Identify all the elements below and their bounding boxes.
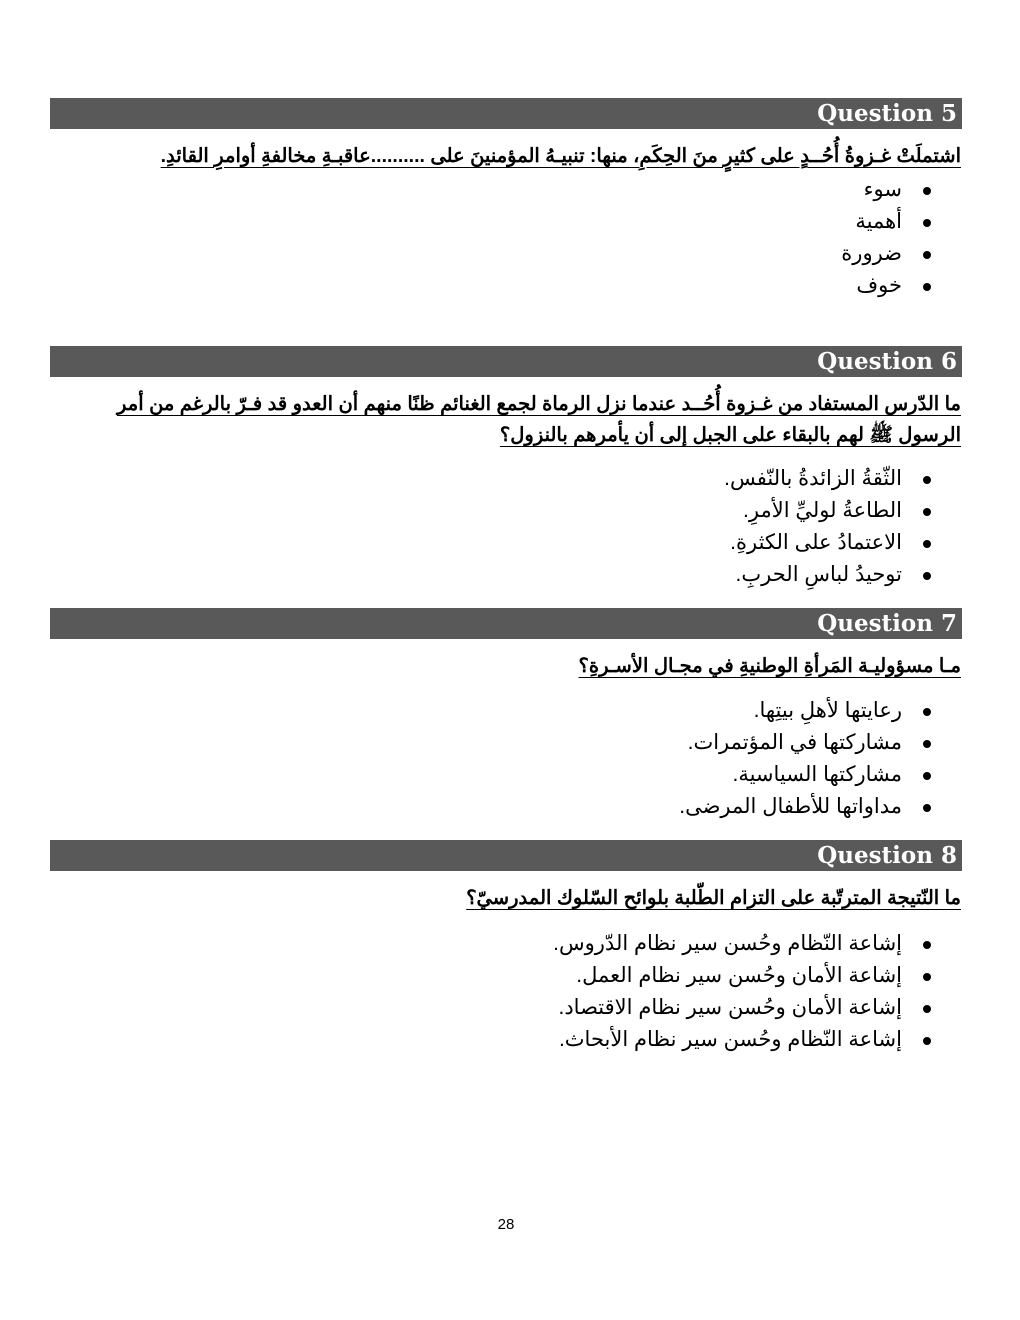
option-item[interactable]: [50, 270, 962, 302]
option-item[interactable]: [50, 759, 962, 791]
question-header: Question 6: [50, 346, 962, 377]
option-label: أهمية: [855, 210, 902, 233]
option-item[interactable]: [50, 174, 962, 206]
option-item[interactable]: [50, 238, 962, 270]
bullet-icon: [923, 283, 931, 291]
options-list: [50, 695, 962, 823]
option-label: إشاعة النّظام وحُسن سير نظام الأبحاث.: [558, 1028, 902, 1051]
bullet-icon: [923, 572, 931, 580]
option-label: الطاعةُ لوليِّ الأمرِ.: [743, 499, 902, 522]
option-label: إشاعة الأمان وحُسن سير نظام الاقتصاد.: [558, 996, 902, 1019]
option-item[interactable]: [50, 727, 962, 759]
option-label: مداواتها للأطفال المرضى.: [679, 795, 902, 818]
question-text: مـا مسؤوليـة المَرأةِ الوطنيةِ في مجـال الأسـرةِ؟: [578, 655, 961, 677]
bullet-icon: [923, 508, 931, 516]
bullet-icon: [923, 540, 931, 548]
option-label: خوف: [856, 274, 902, 297]
option-label: توحيدُ لباسِ الحربِ.: [735, 563, 902, 586]
bullet-icon: [923, 740, 931, 748]
bullet-icon: [923, 219, 931, 227]
option-label: إشاعة الأمان وحُسن سير نظام العمل.: [576, 964, 902, 987]
option-label: الثّقةُ الزائدةُ بالنّفس.: [724, 467, 902, 490]
options-list: [50, 174, 962, 302]
question-text: ما الدّرس المستفاد من غـزوة أُحُــد عندما نزل الرماة لجمع الغنائم ظنًا منهم أن العدو قد فـرّ بالرغم من أمر الرسول ﷺ لهم بالبقاء على الجبل إلى أن يأمرهم بالنزول؟: [117, 393, 961, 446]
option-item[interactable]: [50, 1024, 962, 1056]
question-text: اشتملَتْ غـزوةُ أُحُــدٍ على كثيرٍ منَ الحِكَمِ، منها: تنبيـهُ المؤمنينَ على ..........عاقبـةِ مخالفةِ أوامرِ القائدِ.: [160, 145, 961, 167]
bullet-icon: [923, 1037, 931, 1045]
option-item[interactable]: [50, 206, 962, 238]
option-item[interactable]: [50, 992, 962, 1024]
page-number: 28: [497, 1216, 515, 1233]
option-item[interactable]: [50, 527, 962, 559]
bullet-icon: [923, 804, 931, 812]
option-label: مشاركتها في المؤتمرات.: [687, 731, 902, 754]
question-header: Question 5: [50, 98, 962, 129]
option-item[interactable]: [50, 695, 962, 727]
bullet-icon: [923, 708, 931, 716]
option-item[interactable]: [50, 791, 962, 823]
question-text: ما النّتيجة المترتّبة على التزام الطّلبة بلوائح السّلوك المدرسيّ؟: [466, 887, 961, 909]
bullet-icon: [923, 772, 931, 780]
question-5: [50, 98, 962, 302]
options-list: [50, 928, 962, 1056]
option-item[interactable]: [50, 495, 962, 527]
question-7: [50, 608, 962, 823]
option-item[interactable]: [50, 928, 962, 960]
question-6: [50, 346, 962, 591]
option-item[interactable]: [50, 960, 962, 992]
option-label: ضرورة: [841, 242, 902, 265]
options-list: [50, 463, 962, 591]
option-label: إشاعة النّظام وحُسن سير نظام الدّروس.: [553, 932, 902, 955]
option-label: الاعتمادُ على الكثرةِ.: [730, 531, 902, 554]
option-item[interactable]: [50, 559, 962, 591]
question-8: [50, 840, 962, 1056]
question-header: Question 8: [50, 840, 962, 871]
bullet-icon: [923, 251, 931, 259]
option-label: مشاركتها السياسية.: [732, 763, 902, 786]
question-header: Question 7: [50, 608, 962, 639]
bullet-icon: [923, 973, 931, 981]
option-label: رعايتها لأهلِ بيتِها.: [753, 699, 902, 722]
bullet-icon: [923, 1005, 931, 1013]
bullet-icon: [923, 941, 931, 949]
bullet-icon: [923, 187, 931, 195]
bullet-icon: [923, 476, 931, 484]
option-item[interactable]: [50, 463, 962, 495]
option-label: سوء: [863, 178, 902, 201]
